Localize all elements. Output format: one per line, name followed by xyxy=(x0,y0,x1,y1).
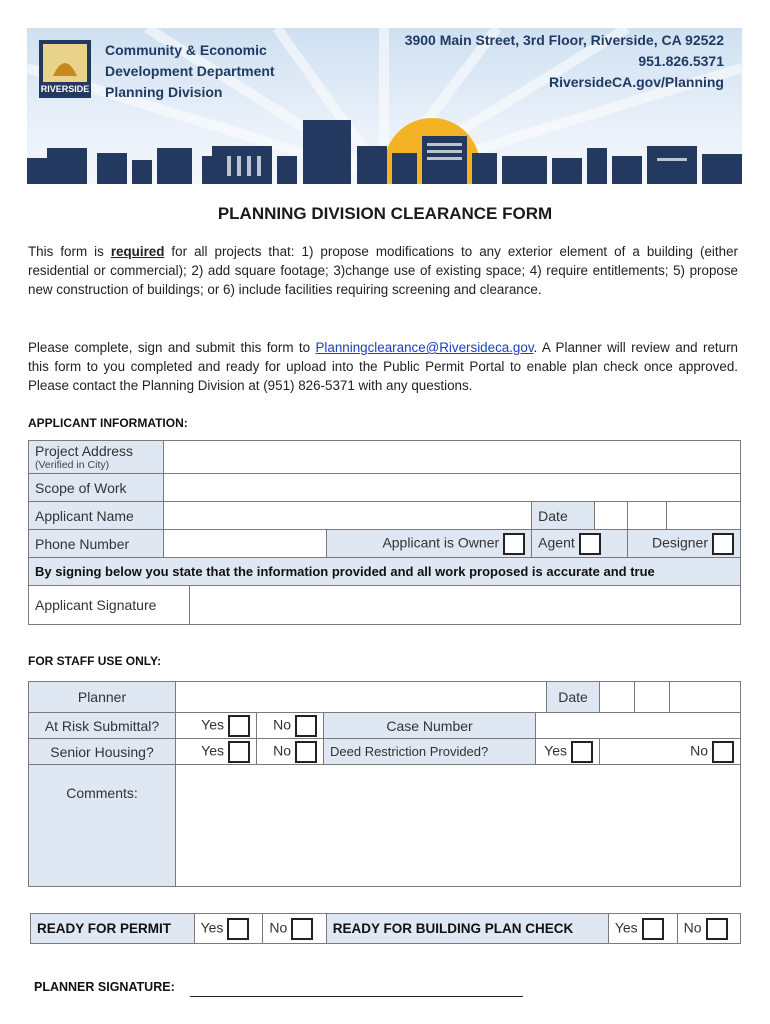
agent-label: Agent xyxy=(538,534,575,551)
plan-check-no-checkbox[interactable] xyxy=(706,918,728,940)
planner-label: Planner xyxy=(29,682,176,713)
dept-line-1: Community & Economic xyxy=(105,42,267,58)
deed-label: Deed Restriction Provided? xyxy=(324,739,536,765)
at-risk-no-cell xyxy=(257,713,324,739)
ready-permit-no-checkbox[interactable] xyxy=(291,918,313,940)
header-banner xyxy=(27,28,742,184)
deed-no: No xyxy=(690,742,708,759)
permit-table xyxy=(30,913,741,944)
scope-label: Scope of Work xyxy=(29,474,164,502)
deed-yes-checkbox[interactable] xyxy=(571,741,593,763)
signature-label: Applicant Signature xyxy=(29,586,190,624)
comments-field[interactable] xyxy=(176,765,741,887)
plan-check-yes-checkbox[interactable] xyxy=(642,918,664,940)
submit-paragraph xyxy=(28,338,738,395)
intro-paragraph xyxy=(28,242,738,299)
plan-check-yes: Yes xyxy=(614,919,638,936)
applicant-name-label: Applicant Name xyxy=(29,502,164,530)
owner-cell xyxy=(327,530,532,558)
submit-prefix: Please complete, sign and submit this form to xyxy=(28,340,316,355)
owner-label: Applicant is Owner xyxy=(382,534,500,551)
scope-field[interactable] xyxy=(164,474,741,502)
logo-wordmark: RIVERSIDE xyxy=(40,84,90,94)
project-address-field[interactable] xyxy=(164,441,741,474)
website: RiversideCA.gov/Planning xyxy=(548,74,724,90)
dept-name xyxy=(105,40,275,103)
staff-date-3[interactable] xyxy=(670,682,741,713)
at-risk-yes: Yes xyxy=(201,716,224,733)
deed-yes-cell xyxy=(536,739,600,765)
email-link[interactable]: Planningclearance@Riversideca.gov xyxy=(315,340,534,355)
at-risk-no-checkbox[interactable] xyxy=(295,715,317,737)
signature-field[interactable] xyxy=(190,586,740,624)
applicant-name-field[interactable] xyxy=(164,502,532,530)
designer-label: Designer xyxy=(651,534,708,551)
dept-line-3: Planning Division xyxy=(105,84,223,100)
staff-heading: FOR STAFF USE ONLY: xyxy=(28,654,162,668)
planner-signature-label: PLANNER SIGNATURE: xyxy=(34,980,175,994)
case-number-field[interactable] xyxy=(536,713,741,739)
senior-no: No xyxy=(273,742,291,759)
ready-permit-yes-checkbox[interactable] xyxy=(227,918,249,940)
senior-yes-checkbox[interactable] xyxy=(228,741,250,763)
at-risk-yes-cell xyxy=(176,713,257,739)
deed-no-cell xyxy=(600,739,741,765)
phone-field[interactable] xyxy=(164,530,327,558)
date-field-1[interactable] xyxy=(595,502,628,530)
senior-yes: Yes xyxy=(201,742,224,759)
staff-date-2[interactable] xyxy=(635,682,670,713)
at-risk-yes-checkbox[interactable] xyxy=(228,715,250,737)
plan-check-no-cell xyxy=(677,914,740,944)
plan-check-yes-cell xyxy=(608,914,677,944)
senior-no-cell xyxy=(257,739,324,765)
verified-note: (Verified in City) xyxy=(35,459,110,471)
form-title: PLANNING DIVISION CLEARANCE FORM xyxy=(217,204,553,223)
designer-cell xyxy=(628,530,741,558)
ready-permit-no-cell xyxy=(263,914,326,944)
date-field-3[interactable] xyxy=(667,502,741,530)
ready-plan-check-label: READY FOR BUILDING PLAN CHECK xyxy=(326,914,608,944)
phone: 951.826.5371 xyxy=(638,53,724,69)
dept-line-2: Development Department xyxy=(105,63,275,79)
staff-date-label: Date xyxy=(547,682,600,713)
planner-field[interactable] xyxy=(176,682,547,713)
intro-prefix: This form is xyxy=(28,244,111,259)
intro-rest: for all projects that: 1) propose modifications to any exterior element of a building (either residential or commercial); 2) add square footage; 3)change use of existing space; 4) require entitlements; 5) propose new construction of buildings; or 6) include facilities requiring screening and clearance. xyxy=(28,244,738,297)
applicant-table xyxy=(28,440,741,625)
project-address-text: Project Address xyxy=(35,443,134,459)
agent-checkbox[interactable] xyxy=(579,533,601,555)
required-word: required xyxy=(110,244,165,259)
agent-cell xyxy=(532,530,628,558)
ready-permit-label: READY FOR PERMIT xyxy=(31,914,195,944)
owner-checkbox[interactable] xyxy=(503,533,525,555)
ready-permit-yes: Yes xyxy=(200,919,224,936)
at-risk-label: At Risk Submittal? xyxy=(29,713,176,739)
applicant-heading: APPLICANT INFORMATION: xyxy=(28,416,188,430)
submit-rest: . A Planner will review and return this form to you completed and ready for upload into the Public Permit Portal to enable plan check once approved. Please contact the Planning Division at (951) 826-5371 with any questions. xyxy=(28,340,738,393)
deed-no-checkbox[interactable] xyxy=(712,741,734,763)
date-field-2[interactable] xyxy=(628,502,667,530)
planner-signature-line[interactable] xyxy=(190,996,523,997)
staff-table xyxy=(28,681,741,887)
at-risk-no: No xyxy=(273,716,291,733)
project-address-label xyxy=(29,441,164,474)
comments-label: Comments: xyxy=(29,765,176,887)
ready-permit-yes-cell xyxy=(194,914,263,944)
senior-no-checkbox[interactable] xyxy=(295,741,317,763)
date-label: Date xyxy=(532,502,595,530)
staff-date-1[interactable] xyxy=(600,682,635,713)
designer-checkbox[interactable] xyxy=(712,533,734,555)
senior-yes-cell xyxy=(176,739,257,765)
senior-housing-label: Senior Housing? xyxy=(29,739,176,765)
phone-label: Phone Number xyxy=(29,530,164,558)
address: 3900 Main Street, 3rd Floor, Riverside, CA 92522 xyxy=(404,32,724,48)
signing-statement: By signing below you state that the information provided and all work proposed is accurate and true xyxy=(29,558,741,586)
deed-yes: Yes xyxy=(544,742,567,759)
case-number-label: Case Number xyxy=(324,713,536,739)
plan-check-no: No xyxy=(683,919,702,936)
signature-row xyxy=(29,586,741,625)
ready-permit-no: No xyxy=(269,919,288,936)
contact-block xyxy=(405,30,724,93)
